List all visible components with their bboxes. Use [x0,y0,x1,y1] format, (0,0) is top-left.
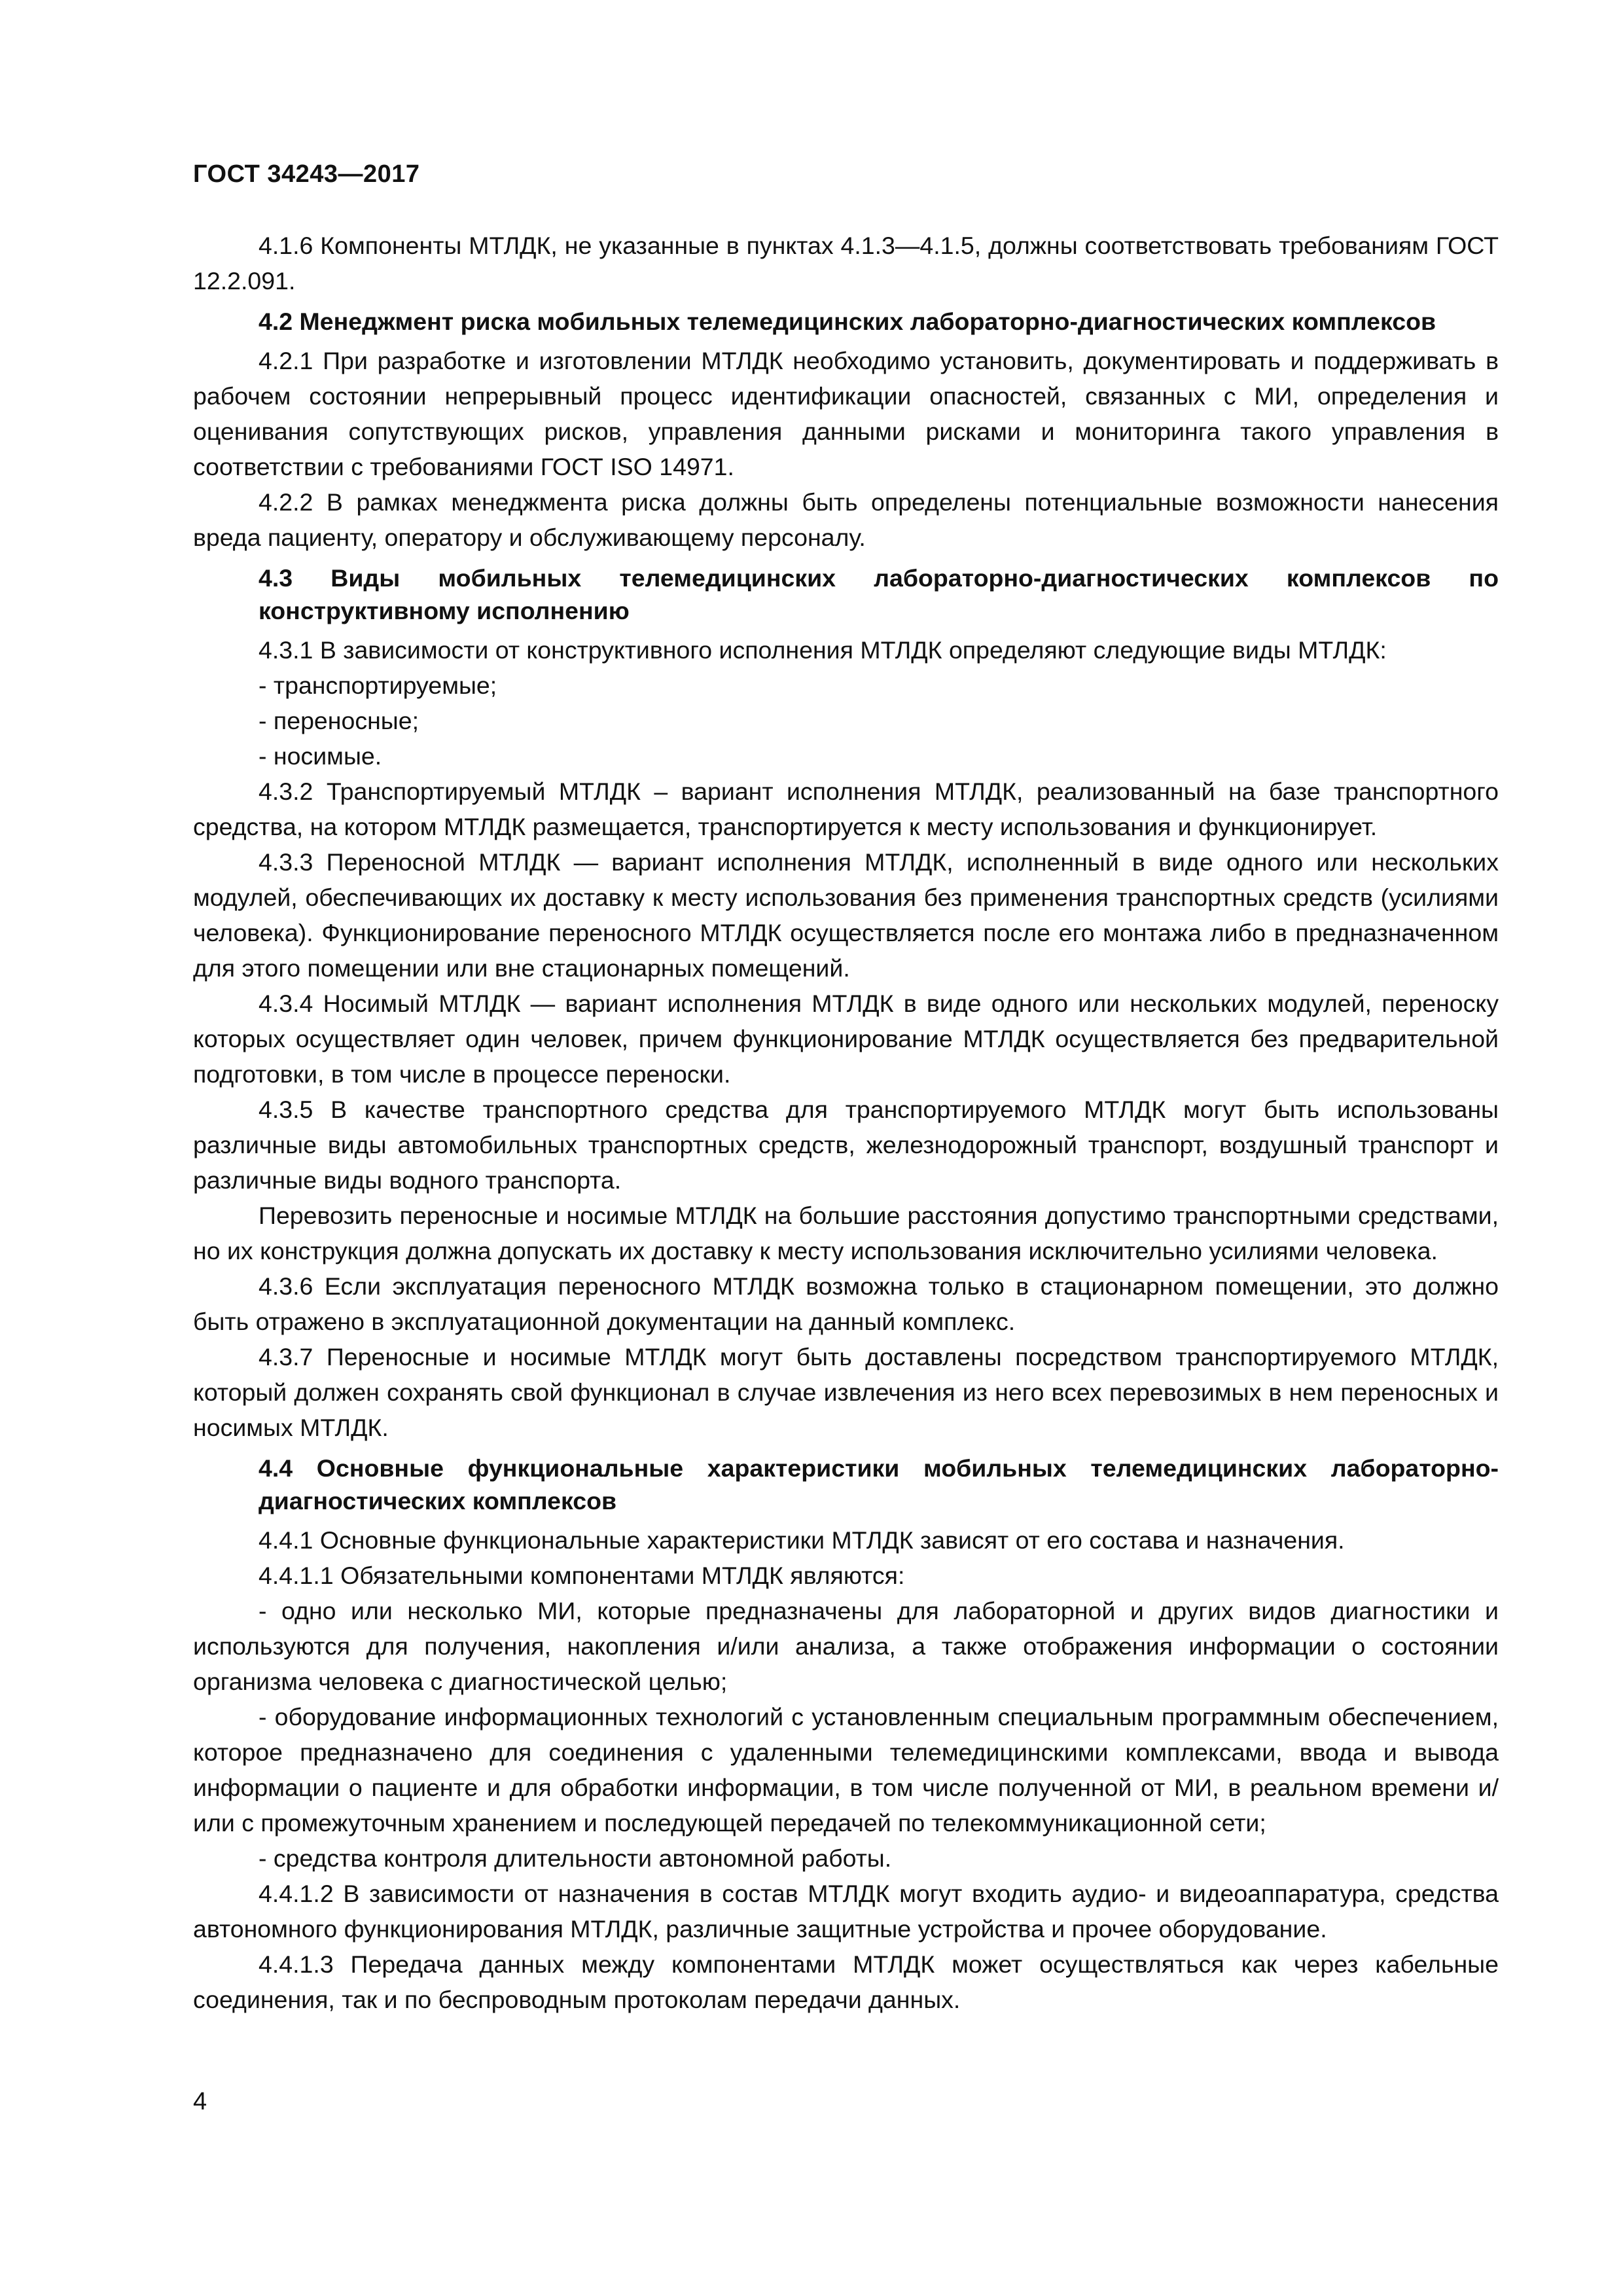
paragraph-4-2-2: 4.2.2 В рамках менеджмента риска должны быть определены потенциальные возможности нанесения вреда пациенту, оператору и обслуживающему персоналу. [193,488,1499,551]
paragraph-4-3-1: 4.3.1 В зависимости от конструктивного исполнения МТЛДК определяют следующие виды МТЛДК: [259,636,1387,664]
paragraph-4-2-1: 4.2.1 При разработке и изготовлении МТЛДК необходимо установить, документировать и поддерживать в рабочем состоянии непрерывный процесс идентификации опасностей, связанных с МИ, определения и оценивания сопутствующих рисков, управления данными рисками и мониторинга такого управления в соответствии с требованиями ГОСТ ISO 14971. [193,347,1499,480]
section-heading-4-2: 4.2 Менеджмент риска мобильных телемедицинских лабораторно-диагностических комплексов [259,308,1436,335]
list-item: - транспортируемые; [259,672,497,699]
paragraph-4-3-5: 4.3.5 В качестве транспортного средства для транспортируемого МТЛДК могут быть использованы различные виды автомобильных транспортных средств, железнодорожный транспорт, воздушный транспорт и различные виды водного транспорта. [193,1096,1499,1194]
paragraph-4-3-7: 4.3.7 Переносные и носимые МТЛДК могут быть доставлены посредством транспортируемого МТЛДК, который должен сохранять свой функционал в случае извлечения из него всех перевозимых в нем переносных и носимых МТЛДК. [193,1343,1499,1441]
paragraph-4-4-1: 4.4.1 Основные функциональные характеристики МТЛДК зависят от его состава и назначения. [259,1526,1345,1554]
paragraph-4-3-4: 4.3.4 Носимый МТЛДК — вариант исполнения МТЛДК в виде одного или нескольких модулей, переноску которых осуществляет один человек, причем функционирование МТЛДК осуществляется без предварительной подготовки, в том числе в процессе переноски. [193,990,1499,1088]
page-number: 4 [193,2088,207,2115]
paragraph-4-3-3: 4.3.3 Переносной МТЛДК — вариант исполнения МТЛДК, исполненный в виде одного или нескольких модулей, обеспечивающих их доставку к месту использования без применения транспортных средств (усилиями человека). Функционирование переносного МТЛДК осуществляется после его монтажа либо в предназначенном для этого помещении или вне стационарных помещений. [193,848,1499,982]
paragraph-4-1-6: 4.1.6 Компоненты МТЛДК, не указанные в пунктах 4.1.3—4.1.5, должны соответствовать требованиям ГОСТ 12.2.091. [193,232,1499,295]
paragraph-4-4-1-1-item-c: - средства контроля длительности автономной работы. [259,1844,892,1872]
list-item: - носимые. [259,742,382,770]
document-body [193,228,1499,2017]
document-header: ГОСТ 34243—2017 [193,160,420,188]
list-item: - переносные; [259,707,419,734]
paragraph-4-4-1-1-item-a: - одно или несколько МИ, которые предназначены для лабораторной и других видов диагностики и используются для получения, накопления и/или анализа, а также отображения информации о состоянии организма человека с диагностической целью; [193,1597,1499,1695]
paragraph-4-3-5-continued: Перевозить переносные и носимые МТЛДК на большие расстояния допустимо транспортными средствами, но их конструкция должна допускать их доставку к месту использования исключительно усилиями человека. [193,1202,1499,1265]
paragraph-4-4-1-3: 4.4.1.3 Передача данных между компонентами МТЛДК может осуществляться как через кабельные соединения, так и по беспроводным протоколам передачи данных. [193,1950,1499,2013]
section-heading-4-3: 4.3 Виды мобильных телемедицинских лабораторно-диагностических комплексов по конструктивному исполнению [259,564,1499,624]
paragraph-4-4-1-1: 4.4.1.1 Обязательными компонентами МТЛДК являются: [259,1562,905,1589]
paragraph-4-3-2: 4.3.2 Транспортируемый МТЛДК – вариант исполнения МТЛДК, реализованный на базе транспортного средства, на котором МТЛДК размещается, транспортируется к месту использования и функционирует. [193,778,1499,840]
paragraph-4-4-1-2: 4.4.1.2 В зависимости от назначения в состав МТЛДК могут входить аудио- и видеоаппаратура, средства автономного функционирования МТЛДК, различные защитные устройства и прочее оборудование. [193,1880,1499,1943]
paragraph-4-3-6: 4.3.6 Если эксплуатация переносного МТЛДК возможна только в стационарном помещении, это должно быть отражено в эксплуатационной документации на данный комплекс. [193,1272,1499,1335]
section-heading-4-4: 4.4 Основные функциональные характеристики мобильных телемедицинских лабораторно-диагностических комплексов [259,1454,1499,1515]
paragraph-4-4-1-1-item-b: - оборудование информационных технологий с установленным специальным программным обеспечением, которое предназначено для соединения с удаленными телемедицинскими комплексами, ввода и вывода информации о пациенте и для обработки информации, в том числе полученной от МИ, в реальном времени и/или с промежуточным хранением и последующей передачей по телекоммуникационной сети; [193,1703,1499,1837]
